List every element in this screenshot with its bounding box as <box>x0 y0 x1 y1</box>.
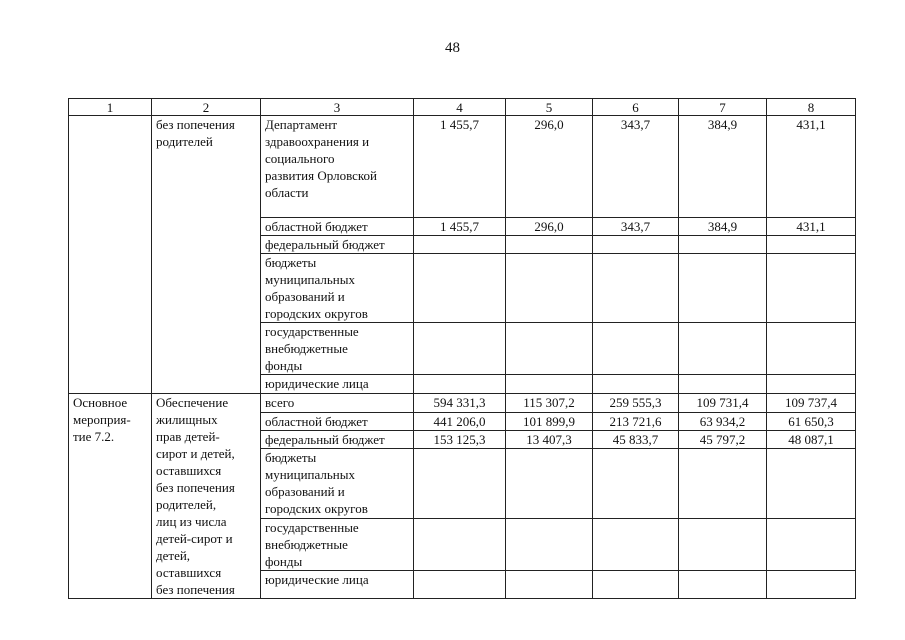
funding-source-cell-line: внебюджетные <box>265 536 348 552</box>
funding-source-cell-line: областной бюджет <box>265 219 368 234</box>
value-cell: 594 331,3 <box>414 394 506 413</box>
value-cell: 431,1 <box>767 116 856 218</box>
value-cell <box>506 236 593 254</box>
value-cell <box>414 236 506 254</box>
activity-code-cell-line: Основное <box>73 395 128 410</box>
value-cell: 343,7 <box>593 218 679 236</box>
value-cell <box>593 236 679 254</box>
funding-source-cell <box>261 570 414 598</box>
value-cell: 109 737,4 <box>767 394 856 413</box>
column-number: 5 <box>506 99 593 116</box>
funding-source-cell-line: области <box>265 185 309 200</box>
activity-code-cell <box>69 394 152 599</box>
value-cell: 13 407,3 <box>506 431 593 449</box>
activity-name-cell-line: родителей <box>156 134 213 149</box>
value-cell <box>767 449 856 518</box>
value-cell <box>679 375 767 394</box>
value-cell <box>593 518 679 570</box>
funding-source-cell-line: муниципальных <box>265 467 356 483</box>
value-cell: 296,0 <box>506 218 593 236</box>
funding-source-cell-line: фонды <box>265 553 303 569</box>
funding-source-cell-line: городских округов <box>265 501 368 517</box>
funding-source-cell <box>261 413 414 431</box>
funding-source-cell <box>261 254 414 323</box>
value-cell: 115 307,2 <box>506 394 593 413</box>
value-cell <box>506 518 593 570</box>
value-cell <box>593 375 679 394</box>
value-cell: 259 555,3 <box>593 394 679 413</box>
value-cell <box>414 570 506 598</box>
value-cell: 63 934,2 <box>679 413 767 431</box>
activity-name-cell-line: детей-сирот и <box>156 531 233 546</box>
value-cell <box>506 254 593 323</box>
activity-name-cell-line: жилищных <box>156 412 218 427</box>
value-cell <box>679 518 767 570</box>
funding-source-cell-line: областной бюджет <box>265 414 368 430</box>
activity-name-cell-line: Обеспечение <box>156 395 229 410</box>
funding-source-cell <box>261 116 414 218</box>
table-row <box>69 394 856 413</box>
funding-source-cell-line: социального <box>265 151 335 166</box>
funding-source-cell-line: федеральный бюджет <box>265 432 385 448</box>
funding-source-cell-line: юридические лица <box>265 571 369 587</box>
value-cell <box>679 449 767 518</box>
column-number-row <box>69 99 856 116</box>
value-cell: 296,0 <box>506 116 593 218</box>
activity-name-cell <box>152 116 261 394</box>
value-cell <box>414 449 506 518</box>
value-cell <box>414 518 506 570</box>
funding-source-cell <box>261 449 414 518</box>
column-number: 3 <box>261 99 414 116</box>
activity-name-cell-line: без попечения <box>156 117 235 132</box>
funding-source-cell-line: городских округов <box>265 306 368 321</box>
budget-table <box>68 98 856 599</box>
funding-source-cell-line: развития Орловской <box>265 168 378 183</box>
funding-source-cell-line: фонды <box>265 358 303 373</box>
column-number: 1 <box>69 99 152 116</box>
value-cell <box>506 570 593 598</box>
value-cell <box>679 236 767 254</box>
value-cell <box>593 254 679 323</box>
activity-name-cell-line: прав детей- <box>156 429 220 444</box>
funding-source-cell-line: здравоохранения и <box>265 134 370 149</box>
funding-source-cell <box>261 518 414 570</box>
value-cell <box>506 449 593 518</box>
value-cell: 109 731,4 <box>679 394 767 413</box>
value-cell: 48 087,1 <box>767 431 856 449</box>
value-cell: 213 721,6 <box>593 413 679 431</box>
activity-name-cell-line: детей, <box>156 548 191 563</box>
activity-name-cell-line: оставшихся <box>156 463 222 478</box>
table-row <box>69 116 856 218</box>
value-cell: 343,7 <box>593 116 679 218</box>
funding-source-cell-line: образований и <box>265 484 345 500</box>
activity-name-cell-line: оставшихся <box>156 565 222 580</box>
activity-name-cell-line: лиц из числа <box>156 514 227 529</box>
activity-name-cell-line: без попечения <box>156 582 235 597</box>
value-cell <box>767 570 856 598</box>
column-number: 4 <box>414 99 506 116</box>
value-cell <box>506 323 593 375</box>
value-cell <box>414 323 506 375</box>
value-cell: 61 650,3 <box>767 413 856 431</box>
funding-source-cell-line: государственные <box>265 324 359 339</box>
value-cell <box>414 254 506 323</box>
value-cell <box>506 375 593 394</box>
funding-source-cell <box>261 218 414 236</box>
funding-source-cell <box>261 236 414 254</box>
value-cell <box>767 323 856 375</box>
funding-source-cell-line: бюджеты <box>265 450 317 466</box>
activity-code-cell-line: мероприя- <box>73 412 131 427</box>
value-cell: 384,9 <box>679 218 767 236</box>
column-number: 2 <box>152 99 261 116</box>
activity-code-cell <box>69 116 152 394</box>
value-cell <box>767 254 856 323</box>
value-cell <box>593 570 679 598</box>
funding-source-cell <box>261 375 414 394</box>
value-cell <box>593 323 679 375</box>
value-cell: 1 455,7 <box>414 218 506 236</box>
page-number: 48 <box>445 40 460 56</box>
funding-source-cell-line: Департамент <box>265 117 338 132</box>
value-cell: 441 206,0 <box>414 413 506 431</box>
funding-source-cell <box>261 394 414 413</box>
funding-source-cell <box>261 323 414 375</box>
funding-source-cell-line: государственные <box>265 519 359 535</box>
column-number: 6 <box>593 99 679 116</box>
value-cell: 153 125,3 <box>414 431 506 449</box>
value-cell: 45 797,2 <box>679 431 767 449</box>
value-cell <box>679 323 767 375</box>
value-cell <box>593 449 679 518</box>
value-cell: 101 899,9 <box>506 413 593 431</box>
value-cell: 431,1 <box>767 218 856 236</box>
value-cell <box>767 236 856 254</box>
funding-source-cell <box>261 431 414 449</box>
column-number: 7 <box>679 99 767 116</box>
value-cell <box>679 570 767 598</box>
activity-name-cell <box>152 394 261 599</box>
activity-code-cell-line: тие 7.2. <box>73 429 115 444</box>
value-cell: 1 455,7 <box>414 116 506 218</box>
funding-source-cell-line: всего <box>265 395 295 410</box>
funding-source-cell-line: бюджеты <box>265 255 317 270</box>
funding-source-cell-line: образований и <box>265 289 345 304</box>
value-cell: 384,9 <box>679 116 767 218</box>
value-cell <box>767 518 856 570</box>
activity-name-cell-line: без попечения <box>156 480 235 495</box>
funding-source-cell-line: внебюджетные <box>265 341 348 356</box>
funding-source-cell-line: юридические лица <box>265 376 369 391</box>
value-cell: 45 833,7 <box>593 431 679 449</box>
value-cell <box>767 375 856 394</box>
value-cell <box>679 254 767 323</box>
column-number: 8 <box>767 99 856 116</box>
funding-source-cell-line: муниципальных <box>265 272 356 287</box>
activity-name-cell-line: родителей, <box>156 497 217 512</box>
funding-source-cell-line: федеральный бюджет <box>265 237 385 252</box>
value-cell <box>414 375 506 394</box>
activity-name-cell-line: сирот и детей, <box>156 446 235 461</box>
